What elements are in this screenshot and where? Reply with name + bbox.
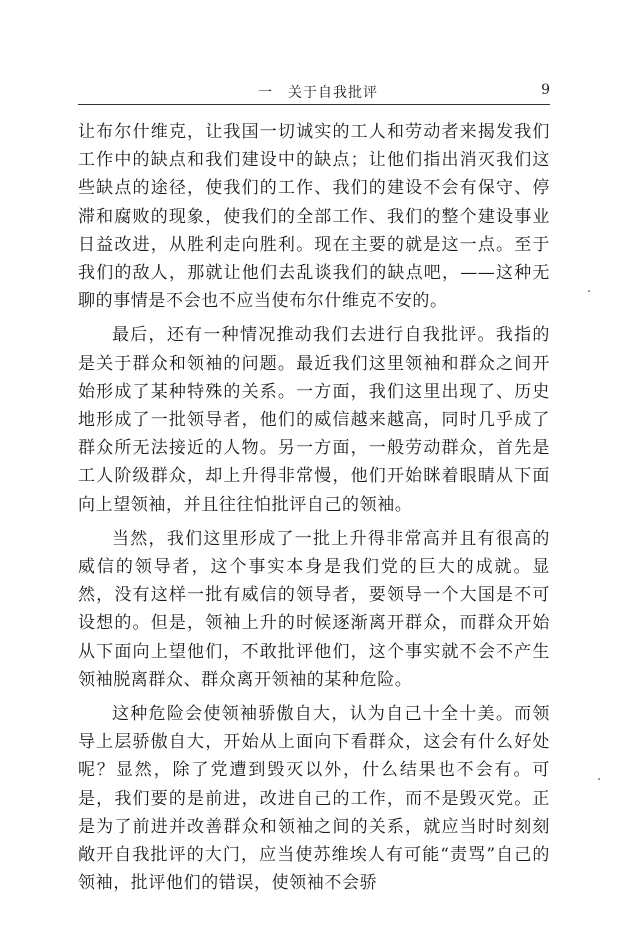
paragraph-3: 当然，我们这里形成了一批上升得非常高并且有很高的威信的领导者，这个事实本身是我们党的巨大的成就。显然，没有这样一批有威信的领导者，要领导一个大国是不可设想的。但是，领袖上升的时候逐渐离开群众，而群众开始从下面向上望他们，不敢批评他们，这个事实就不会不产生领袖脱离群众、群众离开领袖的某种危险。 [78, 528, 550, 690]
scan-speck [588, 290, 590, 292]
section-title: 一 关于自我批评 [258, 85, 378, 101]
page-number: 9 [541, 82, 550, 98]
paragraph-4: 这种危险会使领袖骄傲自大，认为自己十全十美。而领导上层骄傲自大，开始从上面向下看群众，这会有什么好处呢？显然，除了党遭到毁灭以外，什么结果也不会有。可是，我们要的是前进，改进自己的工作，而不是毁灭党。正是为了前进并改善群众和领袖之间的关系，就应当时时刻刻敞开自我批评的大门，应当使苏维埃人有可能“责骂”自己的领袖，批评他们的错误，使领袖不会骄 [78, 704, 550, 894]
body-text [78, 118, 550, 903]
header-rule [78, 104, 550, 105]
paragraph-1: 让布尔什维克，让我国一切诚实的工人和劳动者来揭发我们工作中的缺点和我们建设中的缺点；让他们指出消灭我们这些缺点的途径，使我们的工作、我们的建设不会有保守、停滞和腐败的现象，使我们的全部工作、我们的整个建设事业日益改进，从胜利走向胜利。现在主要的就是这一点。至于我们的敌人，那就让他们去乱谈我们的缺点吧，——这种无聊的事情是不会也不应当使布尔什维克不安的。 [78, 122, 550, 312]
paragraph-2: 最后，还有一种情况推动我们去进行自我批评。我指的是关于群众和领袖的问题。最近我们这里领袖和群众之间开始形成了某种特殊的关系。一方面，我们这里出现了、历史地形成了一批领导者，他们的威信越来越高，同时几乎成了群众所无法接近的人物。另一方面，一般劳动群众，首先是工人阶级群众，却上升得非常慢，他们开始眯着眼睛从下面向上望领袖，并且往往怕批评自己的领袖。 [78, 325, 550, 515]
scan-speck [598, 778, 600, 780]
